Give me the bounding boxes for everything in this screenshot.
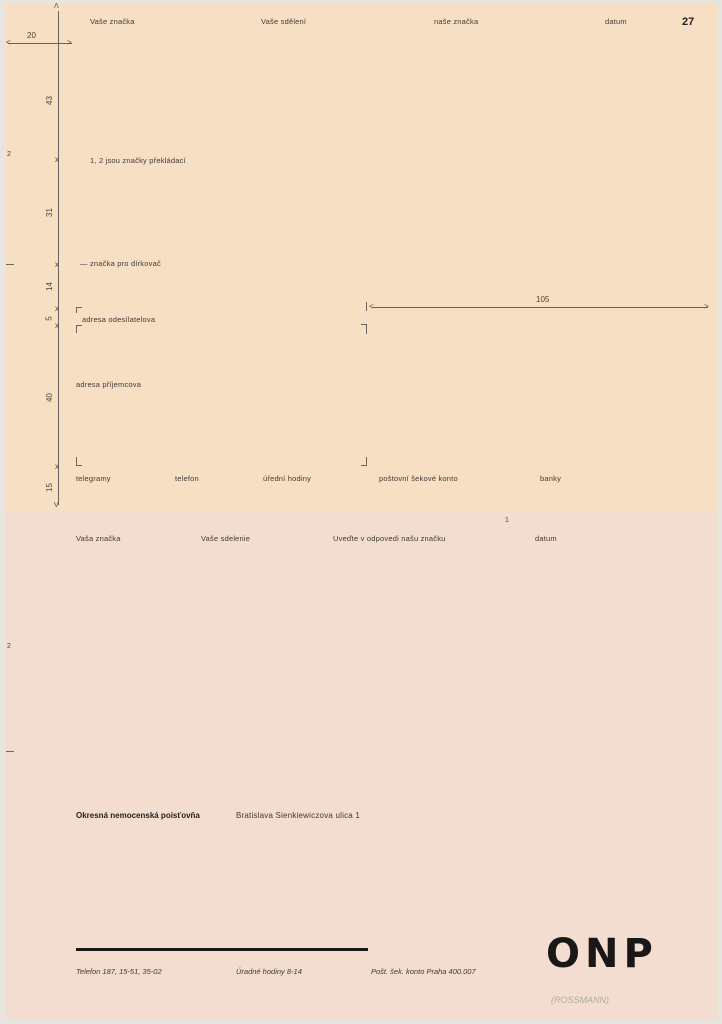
- footer-field-phone: telefon: [175, 474, 199, 483]
- cross-mark-icon: x: [55, 462, 59, 471]
- right-width-dimension: 105: [536, 295, 550, 304]
- down-arrow-icon: V: [54, 502, 59, 509]
- footer-field-telegrams: telegramy: [76, 474, 111, 483]
- dimension-43: 43: [44, 96, 54, 105]
- address-corner-mark: [76, 325, 82, 333]
- right-width-dimension-line: [372, 307, 708, 308]
- footer-rule: [76, 948, 368, 951]
- dimension-31: 31: [44, 208, 54, 217]
- onp-logo: ONP: [546, 931, 658, 977]
- address-corner-mark: [361, 302, 367, 311]
- fold-mark-2: 2: [7, 151, 11, 158]
- bottom-specimen: [6, 512, 718, 1019]
- letterhead-sheet: [6, 3, 718, 1019]
- address-corner-mark: [361, 324, 367, 334]
- up-arrow-icon: Λ: [54, 3, 59, 10]
- top-specimen: [6, 3, 718, 512]
- header-field-date: datum: [535, 534, 557, 543]
- left-margin-dimension: 20: [27, 31, 36, 40]
- cross-mark-icon: x: [55, 260, 59, 269]
- header-field-your-ref: Vaša značka: [76, 534, 121, 543]
- recipient-address-label: adresa příjemcova: [76, 380, 142, 389]
- address-corner-mark: [76, 307, 82, 313]
- address-corner-mark: [361, 457, 367, 466]
- header-field-your-message: Vaše sdělení: [261, 17, 307, 26]
- cross-mark-icon: x: [55, 155, 59, 164]
- fold-marks-note: 1, 2 jsou značky překládací: [90, 156, 186, 165]
- header-field-our-ref: Uveďte v odpovedi našu značku: [333, 534, 446, 543]
- header-field-your-ref: Vaše značka: [90, 17, 135, 26]
- footer-field-office-hours: úřední hodiny: [263, 474, 312, 483]
- fold-mark-2: 2: [7, 643, 11, 650]
- pencil-signature: (ROSSMANN): [551, 995, 609, 1005]
- dimension-40: 40: [44, 393, 54, 402]
- page-number: 27: [682, 16, 695, 28]
- header-field-your-message: Vaše sdelenie: [201, 534, 251, 543]
- left-arrow-icon: <: [6, 38, 11, 47]
- organization-name: Okresná nemocenská poisťovňa: [76, 811, 200, 820]
- fold-mark-1: 1: [505, 517, 509, 524]
- footer-field-banks: banky: [540, 474, 562, 483]
- address-corner-mark: [76, 457, 82, 466]
- dimension-14: 14: [44, 282, 54, 291]
- footer-hours: Úradné hodiny 8-14: [236, 967, 302, 976]
- vertical-dimension-line: [58, 11, 59, 505]
- footer-field-postal-account: poštovní šekové konto: [379, 474, 458, 483]
- punch-mark-note: — značka pro dírkovač: [80, 259, 161, 268]
- organization-address: Bratislava Sienkiewiczova ulica 1: [236, 811, 360, 820]
- right-arrow-icon: >: [704, 302, 709, 311]
- right-arrow-icon: >: [67, 38, 72, 47]
- dimension-5: 5: [44, 316, 54, 321]
- dimension-15: 15: [44, 483, 54, 492]
- header-field-our-ref: naše značka: [434, 17, 479, 26]
- punch-mark-tick: [6, 264, 14, 265]
- footer-phone: Telefon 187, 15-51, 35-02: [76, 967, 162, 976]
- sender-address-label: adresa odesílatelova: [82, 315, 156, 324]
- left-margin-dimension-line: [8, 43, 72, 44]
- cross-mark-icon: x: [55, 304, 59, 313]
- footer-account: Pošt. šek. konto Praha 400.007: [371, 967, 476, 976]
- left-arrow-icon: <: [369, 302, 374, 311]
- punch-mark-tick: [6, 751, 14, 752]
- cross-mark-icon: x: [55, 321, 59, 330]
- header-field-date: datum: [605, 17, 627, 26]
